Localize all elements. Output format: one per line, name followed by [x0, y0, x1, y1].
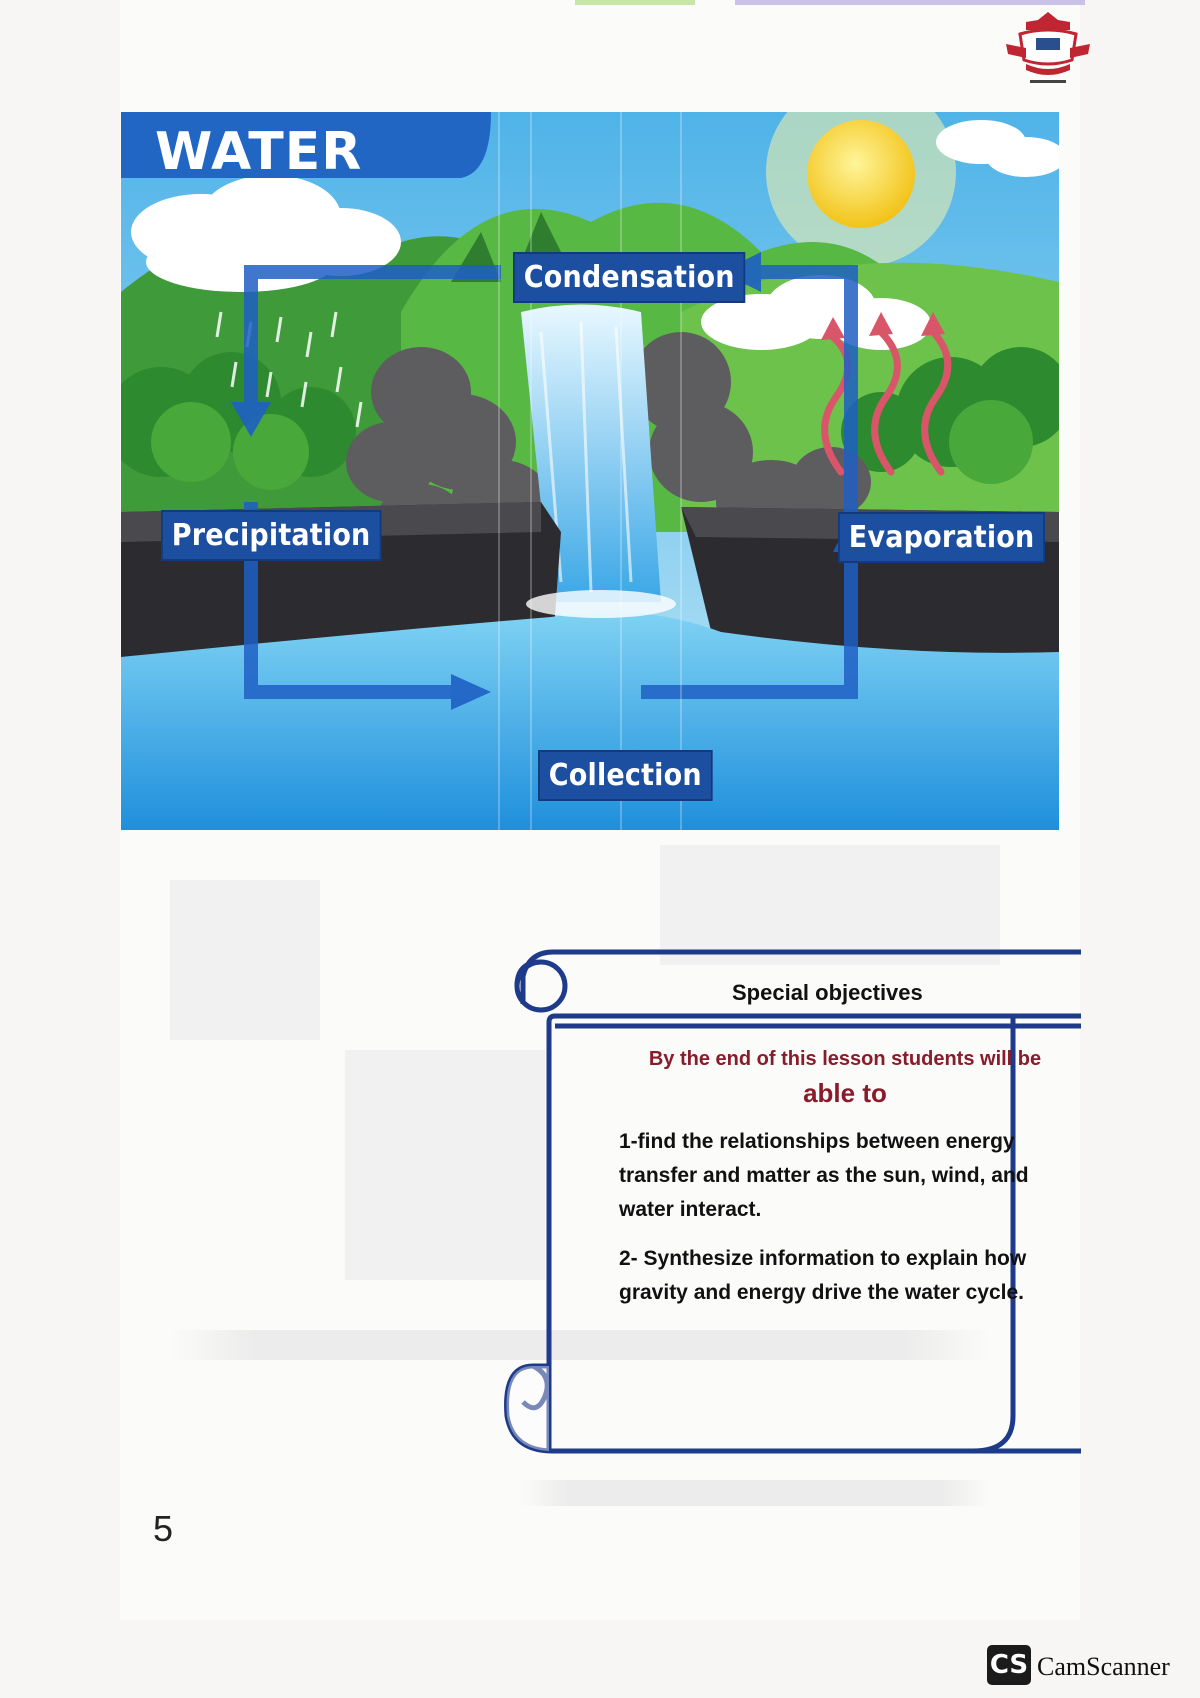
camscanner-badge: CS	[987, 1645, 1031, 1685]
bleed-through-line	[520, 1480, 990, 1506]
camscanner-label: CamScanner	[1037, 1652, 1170, 1681]
objectives-heading: Special objectives	[732, 980, 923, 1005]
objectives-intro-line2: able to	[803, 1078, 887, 1108]
school-logo	[1000, 8, 1096, 88]
objective-item: 2- Synthesize information to explain how gravity and energy drive the water cycle.	[619, 1247, 1027, 1304]
sun-icon	[807, 120, 915, 228]
bleed-through-shape	[170, 880, 320, 1040]
label-collection: Collection	[538, 750, 713, 801]
page-number: 5	[153, 1508, 174, 1549]
objectives-intro-line1: By the end of this lesson students will be	[648, 1048, 1042, 1070]
top-color-strip	[735, 0, 1085, 5]
diagram-title: WATER CYCLE	[155, 122, 363, 262]
label-precipitation: Precipitation	[161, 510, 381, 561]
objectives-intro	[625, 1042, 1065, 1110]
objective-item: 1-find the relationships between energy transfer and matter as the sun, wind, and water interact.	[619, 1130, 1029, 1221]
label-condensation: Condensation	[513, 252, 745, 303]
top-color-strip	[575, 0, 695, 5]
label-evaporation: Evaporation	[838, 512, 1045, 563]
water-cycle-diagram	[121, 112, 1059, 830]
